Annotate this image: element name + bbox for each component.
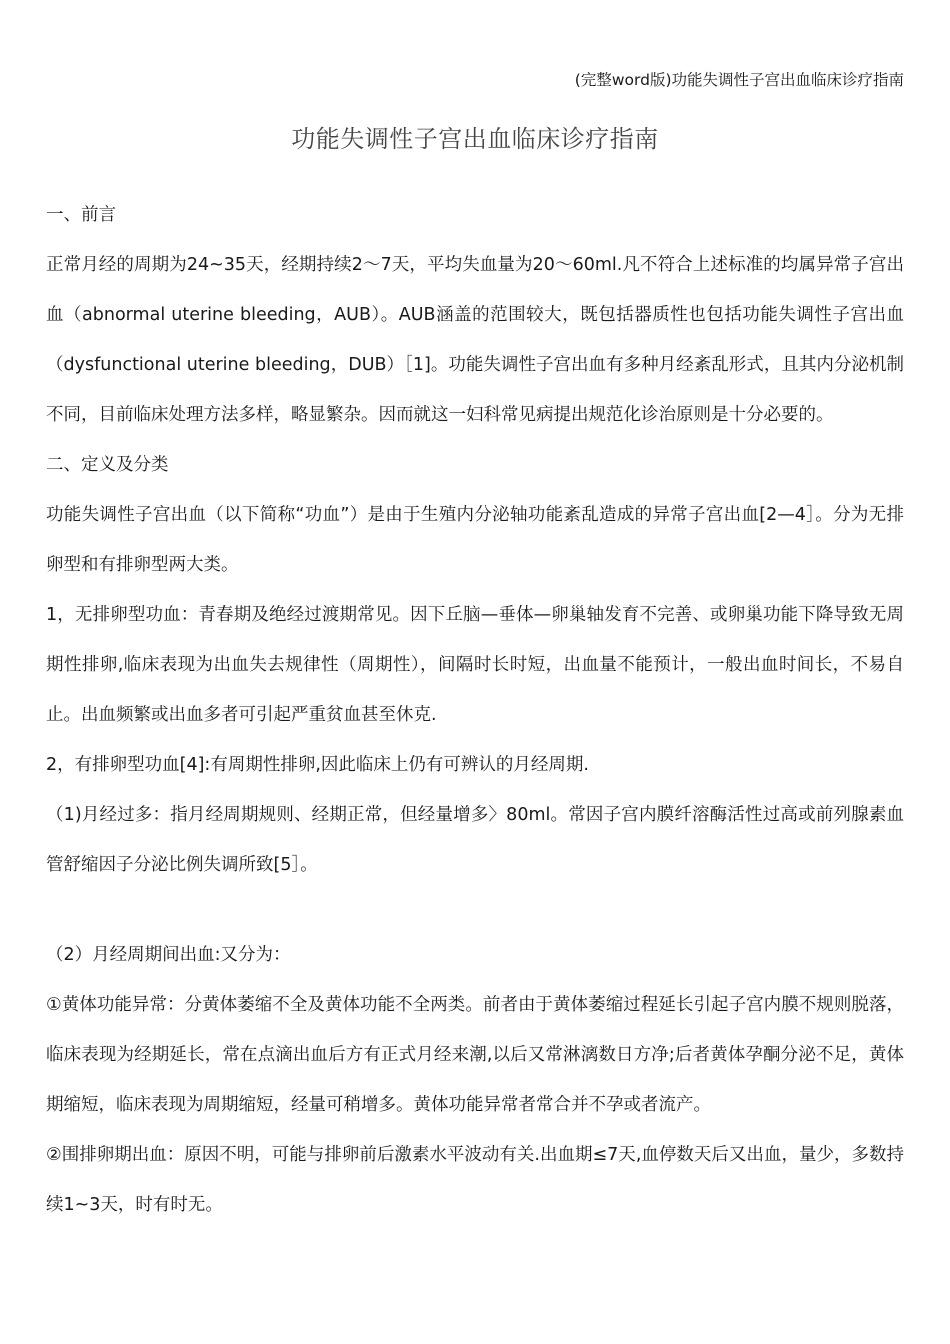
paragraph-menorrhagia: （1)月经过多：指月经周期规则、经期正常，但经量增多〉80ml。常因子宫内膜纤溶酶活性过高或前列腺素血管舒缩因子分泌比例失调所致[5］。 bbox=[46, 805, 904, 875]
paragraph-preface: 正常月经的周期为24~35天，经期持续2～7天，平均失血量为20～60ml.凡不符合上述标准的均属异常子宫出血（abnormal uterine bleeding，AUB）。AUB涵盖的范围较大，既包括器质性也包括功能失调性子宫出血（dysfunctional uterine bleeding，DUB）［1]。功能失调性子宫出血有多种月经紊乱形式，且其内分泌机制不同，目前临床处理方法多样，略显繁杂。因而就这一妇科常见病提出规范化诊治原则是十分必要的。 bbox=[46, 255, 904, 425]
document-title: 功能失调性子宫出血临床诊疗指南 bbox=[291, 125, 659, 153]
paragraph-intermenstrual: （2）月经周期间出血:又分为： bbox=[46, 945, 291, 965]
paragraph-spacer bbox=[46, 890, 904, 930]
paragraph-ovulatory: 2，有排卵型功血[4]:有周期性排卵,因此临床上仍有可辨认的月经周期. bbox=[46, 755, 589, 775]
running-header: (完整word版)功能失调性子宫出血临床诊疗指南 bbox=[574, 71, 904, 89]
document-body bbox=[46, 190, 904, 1230]
section-heading-preface: 一、前言 bbox=[46, 205, 116, 225]
paragraph-periovulatory: ②围排卵期出血：原因不明，可能与排卵前后激素水平波动有关.出血期≤7天,血停数天后又出血，量少，多数持续1~3天，时有时无。 bbox=[46, 1145, 904, 1215]
section-heading-definition: 二、定义及分类 bbox=[46, 455, 169, 475]
paragraph-definition: 功能失调性子宫出血（以下简称“功血”）是由于生殖内分泌轴功能紊乱造成的异常子宫出血[2—4］。分为无排卵型和有排卵型两大类。 bbox=[46, 505, 904, 575]
paragraph-anovulatory: 1，无排卵型功血：青春期及绝经过渡期常见。因下丘脑—垂体—卵巢轴发育不完善、或卵巢功能下降导致无周期性排卵,临床表现为出血失去规律性（周期性），间隔时长时短，出血量不能预计，一般出血时间长，不易自止。出血频繁或出血多者可引起严重贫血甚至休克. bbox=[46, 605, 904, 725]
paragraph-luteal-dysfunction: ①黄体功能异常：分黄体萎缩不全及黄体功能不全两类。前者由于黄体萎缩过程延长引起子宫内膜不规则脱落，临床表现为经期延长，常在点滴出血后方有正式月经来潮,以后又常淋漓数日方净;后者黄体孕酮分泌不足，黄体期缩短，临床表现为周期缩短，经量可稍增多。黄体功能异常者常合并不孕或者流产。 bbox=[46, 995, 904, 1115]
